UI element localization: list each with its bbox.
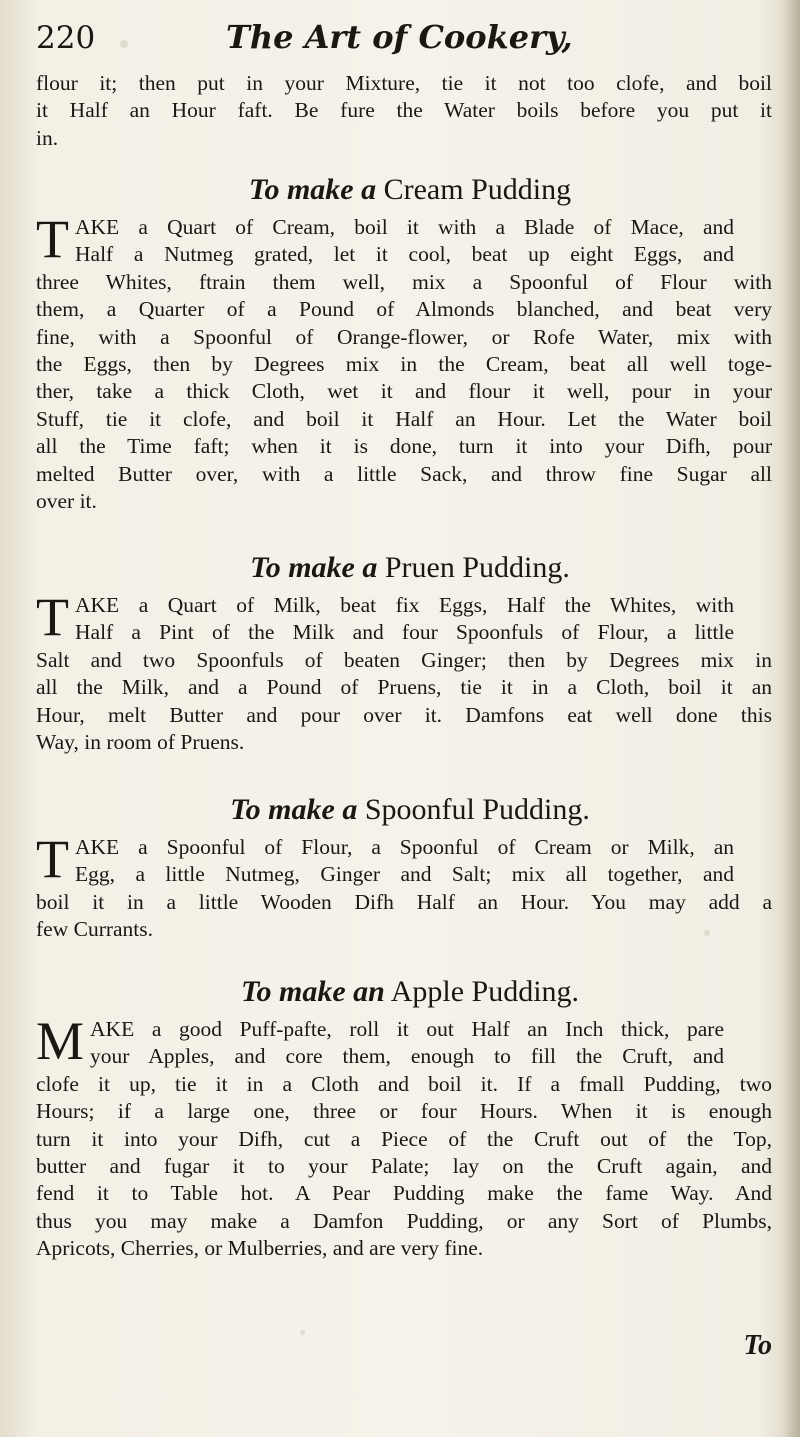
text-line: Half a Nutmeg grated, let it cool, beat up eight Eggs, and	[75, 242, 734, 267]
recipe-heading	[36, 544, 784, 592]
recipe-apple-pudding	[36, 968, 784, 1263]
text-line: Stuff, tie it clofe, and boil it Half an Hour. Let the Water boil	[36, 406, 772, 431]
text-line: AKE a Quart of Cream, boil it with a Blade of Mace, and	[75, 215, 734, 239]
text-line: Hour, melt Butter and pour over it. Damfons eat well done this	[36, 702, 772, 727]
running-head	[36, 18, 784, 70]
text-line: AKE a good Puff-pafte, roll it out Half an Inch thick, pare	[90, 1017, 724, 1041]
text-line: butter and fugar it to your Palate; lay on the Cruft again, and	[36, 1154, 772, 1179]
page-number: 220	[36, 20, 96, 56]
recipe-spoonful-pudding	[36, 786, 784, 944]
recipe-heading	[36, 166, 784, 214]
text-line: Apricots, Cherries, or Mulberries, and are very fine.	[36, 1236, 484, 1261]
running-title: The Art of Cookery,	[226, 18, 573, 56]
text-line: three Whites, ftrain them well, mix a Spoonful of Flour with	[36, 269, 772, 294]
drop-cap: T	[36, 209, 69, 269]
drop-cap: T	[36, 829, 69, 889]
text-line: over it.	[36, 489, 97, 514]
text-line: Half a Pint of the Milk and four Spoonfuls of Flour, a little	[75, 620, 734, 645]
heading-italic: To make a	[230, 793, 358, 826]
catchword: To	[743, 1330, 772, 1361]
recipe-heading	[36, 968, 784, 1016]
drop-cap: T	[36, 587, 69, 647]
drop-cap: M	[36, 1011, 85, 1071]
heading-italic: To make a	[250, 551, 378, 584]
text-line: AKE a Quart of Milk, beat fix Eggs, Half the Whites, with	[75, 593, 734, 617]
heading-title: Spoonful Pudding.	[364, 793, 590, 826]
recipe-heading	[36, 786, 784, 834]
text-line: your Apples, and core them, enough to fill the Cruft, and	[90, 1044, 724, 1069]
heading-italic: To make an	[240, 975, 385, 1008]
text-line: all the Time faft; when it is done, turn it into your Difh, pour	[36, 434, 772, 459]
heading-title: Pruen Pudding.	[384, 551, 570, 584]
heading-title: Apple Pudding.	[390, 975, 580, 1008]
text-line: flour it; then put in your Mixture, tie it not too clofe, and boil	[36, 71, 772, 95]
text-line: thus you may make a Damfon Pudding, or any Sort of Plumbs,	[36, 1208, 772, 1233]
page-edge-shadow	[782, 0, 800, 1437]
text-line: fine, with a Spoonful of Orange-flower, or Rofe Water, mix with	[36, 324, 772, 349]
text-line: the Eggs, then by Degrees mix in the Cream, beat all well toge-	[36, 352, 772, 377]
text-line: them, a Quarter of a Pound of Almonds blanched, and beat very	[36, 297, 772, 322]
intro-paragraph	[36, 70, 784, 152]
text-line: AKE a Spoonful of Flour, a Spoonful of Cream or Milk, an	[75, 835, 734, 859]
recipe-cream-pudding	[36, 166, 784, 515]
text-line: few Currants.	[36, 917, 154, 942]
text-line: fend it to Table hot. A Pear Pudding make the fame Way. And	[36, 1181, 772, 1206]
text-line: Egg, a little Nutmeg, Ginger and Salt; mix all together, and	[75, 862, 734, 887]
text-line: Salt and two Spoonfuls of beaten Ginger; then by Degrees mix in	[36, 647, 772, 672]
recipe-pruen-pudding	[36, 544, 784, 756]
text-line: it Half an Hour faft. Be fure the Water boils before you put it	[36, 98, 772, 123]
text-line: Way, in room of Pruens.	[36, 730, 245, 755]
text-line: all the Milk, and a Pound of Pruens, tie it in a Cloth, boil it an	[36, 675, 772, 700]
heading-title: Cream Pudding	[383, 173, 572, 206]
text-line: in.	[36, 125, 59, 150]
heading-italic: To make a	[248, 173, 377, 206]
text-line: clofe it up, tie it in a Cloth and boil it. If a fmall Pudding, two	[36, 1071, 772, 1096]
text-block	[36, 18, 784, 1361]
text-line: boil it in a little Wooden Difh Half an Hour. You may add a	[36, 889, 772, 914]
text-line: Hours; if a large one, three or four Hours. When it is enough	[36, 1099, 772, 1124]
text-line: turn it into your Difh, cut a Piece of the Cruft out of the Top,	[36, 1126, 772, 1151]
text-line: ther, take a thick Cloth, wet it and flour it well, pour in your	[36, 379, 772, 404]
text-line: melted Butter over, with a little Sack, and throw fine Sugar all	[36, 461, 772, 486]
